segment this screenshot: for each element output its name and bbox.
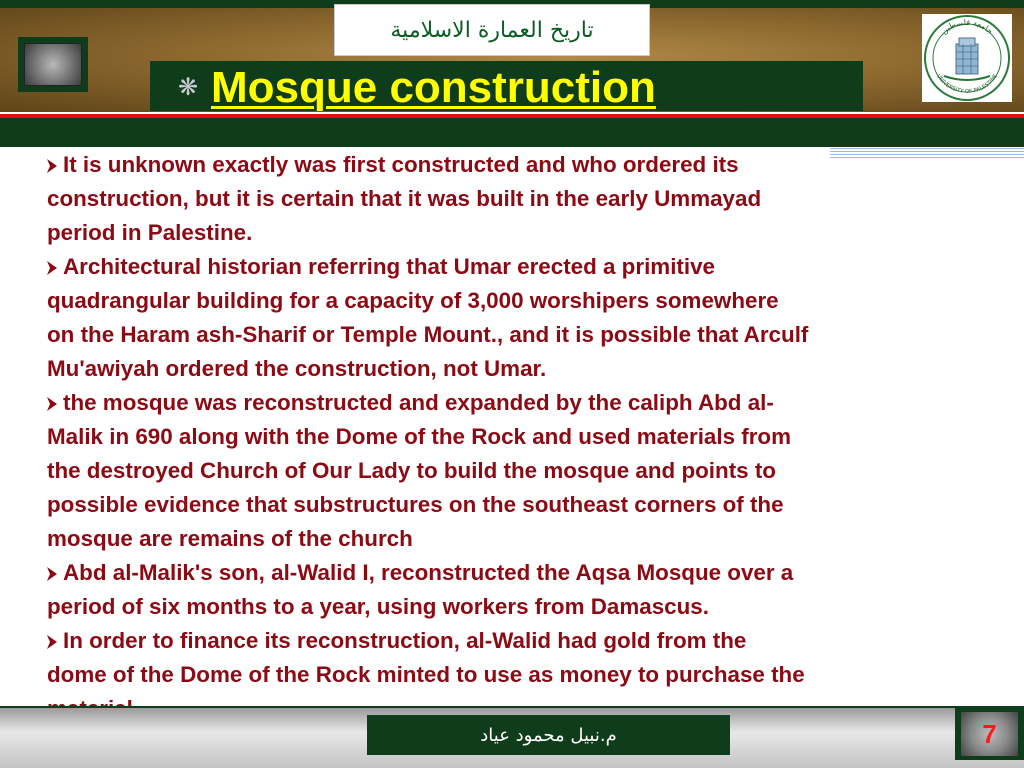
nav-square-face [24,43,82,86]
arrow-bullet-icon [47,159,57,173]
header-green-band [0,118,1024,147]
bullet-line: dome of the Dome of the Rock minted to use as money to purchase the [47,662,805,687]
bullet-line: possible evidence that substructures on the southeast corners of the [47,492,784,517]
bullet-line: the mosque was reconstructed and expanded by the caliph Abd al- [63,390,774,415]
bullet-line: construction, but it is certain that it was built in the early Ummayad [47,186,762,211]
nav-square-icon[interactable] [18,37,88,92]
university-logo [922,14,1012,102]
star-bullet-icon: ❋ [177,73,199,101]
arrow-bullet-icon [47,397,57,411]
arrow-bullet-icon [47,635,57,649]
bullet-line: Architectural historian referring that Umar erected a primitive [63,254,716,279]
bullet-paragraph [47,148,1017,250]
slide-title: Mosque construction [211,63,656,112]
page-number-face [961,712,1018,756]
bullet-line: Malik in 690 along with the Dome of the Rock and used materials from [47,424,792,449]
arrow-bullet-icon [47,261,57,275]
bullet-line: period in Palestine. [47,220,253,245]
logo-arabic-name: جامعة فلسطين [939,17,995,36]
arrow-bullet-icon [47,567,57,581]
footer-author-box [367,715,730,755]
slide-body [47,148,1017,726]
page-number: 7 [982,718,997,749]
footer-author-name: م.نبيل محمود عياد [480,724,617,746]
arabic-course-title: تاريخ العمارة الاسلامية [390,17,594,43]
page-number-box[interactable] [955,708,1024,760]
bullet-line: the destroyed Church of Our Lady to build the mosque and points to [47,458,776,483]
bullet-paragraph [47,386,1017,556]
logo-english-name: UNIVERSITY OF PALESTINE [934,73,1000,96]
footer-divider [0,706,1024,708]
bullet-line: quadrangular building for a capacity of 3,000 worshipers somewhere [47,288,779,313]
bullet-line: period of six months to a year, using workers from Damascus. [47,594,709,619]
bullet-line: It is unknown exactly was first constructed and who ordered its [63,152,739,177]
bullet-line: Mu'awiyah ordered the construction, not Umar. [47,356,547,381]
university-seal-icon [922,14,1012,102]
bullet-line: on the Haram ash-Sharif or Temple Mount., and it is possible that Arculf [47,322,809,347]
bullet-line: In order to finance its reconstruction, al-Walid had gold from the [63,628,747,653]
bullet-line: mosque are remains of the church [47,526,413,551]
bullet-line: Abd al-Malik's son, al-Walid I, reconstructed the Aqsa Mosque over a [63,560,794,585]
bullet-paragraph [47,556,1017,624]
bullet-paragraph [47,250,1017,386]
arabic-course-title-box [334,4,650,56]
